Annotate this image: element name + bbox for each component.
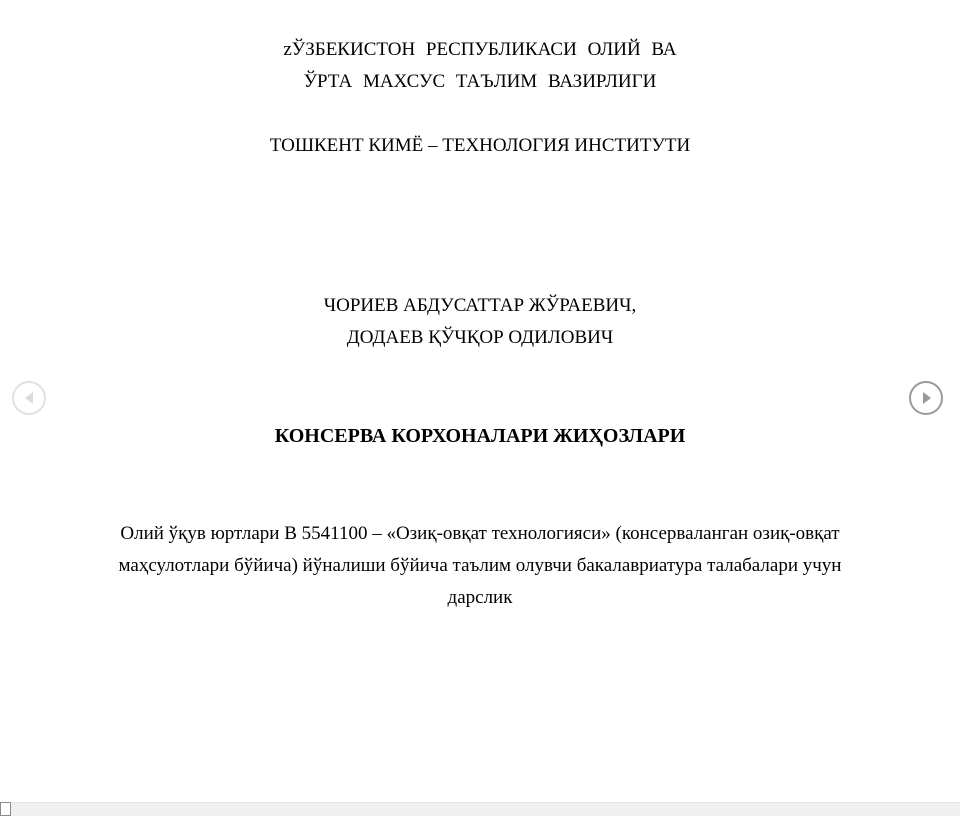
description-line-1: Олий ўқув юртлари В 5541100 – «Озиқ-овқат технологияси» (консерваланган озиқ-овқат [120,523,840,544]
scrollbar-corner [0,802,11,816]
ministry-line-2: ЎРТА МАХСУС ТАЪЛИМ ВАЗИРЛИГИ [303,71,657,92]
chevron-right-icon [911,383,941,413]
author-1: ЧОРИЕВ АБДУСАТТАР ЖЎРАЕВИЧ, [323,295,637,316]
description-line-3: дарслик [447,587,513,608]
chevron-left-icon [14,383,44,413]
institute-name: ТОШКЕНТ КИМЁ – ТЕХНОЛОГИЯ ИНСТИТУТИ [269,135,691,156]
previous-page-button[interactable] [12,381,46,415]
author-2: ДОДАЕВ ҚЎЧҚОР ОДИЛОВИЧ [346,327,614,348]
horizontal-scrollbar[interactable] [0,802,960,816]
ministry-line-1: zЎЗБЕКИСТОН РЕСПУБЛИКАСИ ОЛИЙ ВА [283,39,677,60]
next-page-button[interactable] [909,381,943,415]
description-line-2: маҳсулотлари бўйича) йўналиши бўйича таълим олувчи бакалавриатура талабалари учун [118,555,842,576]
book-title: КОНСЕРВА КОРХОНАЛАРИ ЖИҲОЗЛАРИ [274,425,686,447]
